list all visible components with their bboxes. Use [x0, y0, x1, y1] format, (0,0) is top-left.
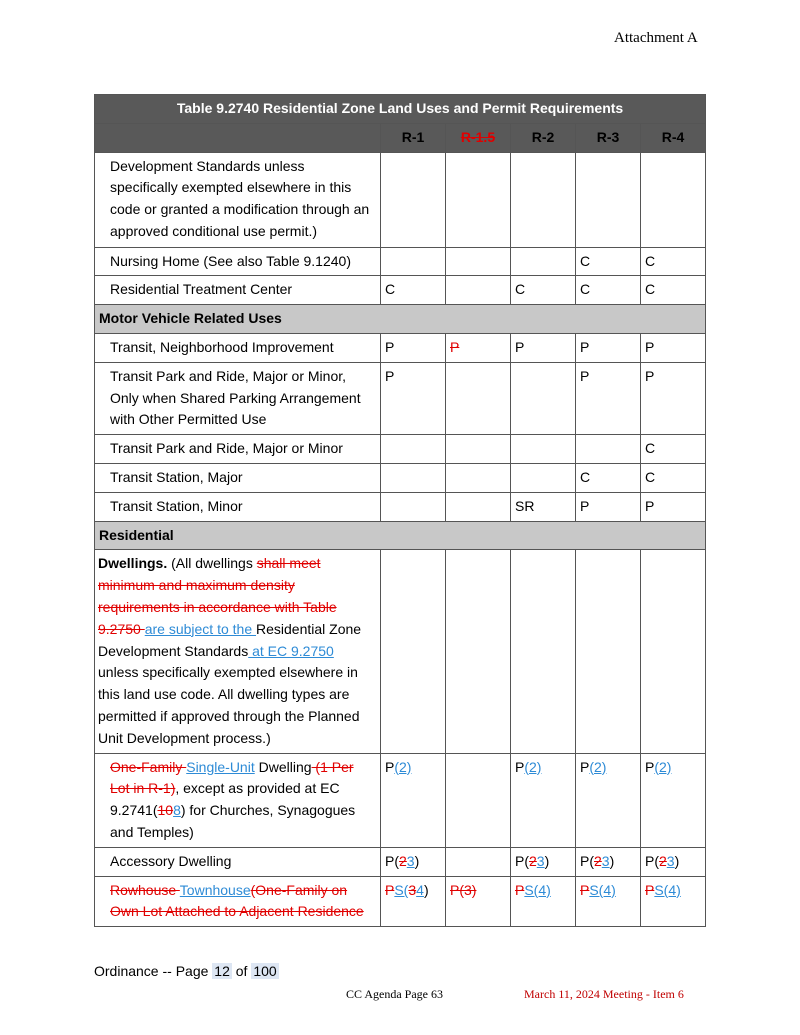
cell — [641, 152, 706, 247]
deleted-text: (1 Per Lot in R-1) — [110, 758, 354, 797]
cell — [446, 152, 511, 247]
deleted-text: 10 — [157, 802, 174, 819]
deleted-text: One-Family — [110, 758, 187, 775]
cell — [576, 550, 641, 753]
section-row — [95, 305, 706, 334]
dwellings-label — [95, 550, 381, 753]
col-header-r2: R-2 — [511, 123, 576, 152]
cell: P — [576, 492, 641, 521]
cell: P — [576, 362, 641, 434]
cell: P — [511, 333, 576, 362]
cell: C — [511, 276, 576, 305]
inserted-text: Townhouse — [179, 881, 251, 898]
cell — [446, 333, 511, 362]
cell — [511, 247, 576, 276]
table-row — [95, 550, 706, 753]
cell: C — [641, 435, 706, 464]
deleted-text: shall meet minimum and maximum density requirements in accordance with Table 9.2750 — [98, 555, 337, 637]
cell: P(2) — [641, 753, 706, 847]
col-header-r1: R-1 — [381, 123, 446, 152]
cell: PS(4) — [641, 876, 706, 927]
cell — [446, 362, 511, 434]
table-row — [95, 247, 706, 276]
table-row — [95, 435, 706, 464]
table-row — [95, 463, 706, 492]
row-label: Transit Park and Ride, Major or Minor, Only when Shared Parking Arrangement with Other Permitted Use — [95, 362, 381, 434]
table-row — [95, 876, 706, 927]
table-row — [95, 753, 706, 847]
row-label: Development Standards unless specifically exempted elsewhere in this code or granted a modification through an approved conditional use permit.) — [95, 152, 381, 247]
cell: SR — [511, 492, 576, 521]
row-label: Residential Treatment Center — [95, 276, 381, 305]
cell: C — [381, 276, 446, 305]
cell: P(3) — [446, 876, 511, 927]
cell — [511, 362, 576, 434]
inserted-text: at EC 9.2750 — [248, 642, 334, 659]
cell — [641, 550, 706, 753]
table-title: Table 9.2740 Residential Zone Land Uses and Permit Requirements — [95, 95, 706, 124]
table-row — [95, 492, 706, 521]
cell — [511, 550, 576, 753]
cell — [511, 463, 576, 492]
section-heading-residential: Residential — [95, 521, 706, 550]
row-label: Accessory Dwelling — [95, 847, 381, 876]
row-label — [95, 753, 381, 847]
page-total: 100 — [253, 963, 277, 979]
table-title-row — [95, 95, 706, 124]
cell: C — [576, 276, 641, 305]
cell — [576, 435, 641, 464]
cell — [446, 463, 511, 492]
col-header-r15: R-1.5 — [446, 123, 511, 152]
page-footer: Ordinance -- Page 12 of 100 — [94, 963, 277, 979]
cell: P(23) — [641, 847, 706, 876]
attachment-label: Attachment A — [614, 30, 698, 46]
text: (All dwellings — [167, 555, 257, 572]
row-label: Transit Station, Minor — [95, 492, 381, 521]
row-label — [95, 876, 381, 927]
cell: P(23) — [511, 847, 576, 876]
inserted-text: Single-Unit — [186, 758, 255, 775]
table-row — [95, 152, 706, 247]
table-row — [95, 847, 706, 876]
cell: P — [641, 362, 706, 434]
cell: PS(4) — [576, 876, 641, 927]
inserted-text: 8 — [173, 802, 181, 819]
meeting-label: March 11, 2024 Meeting - Item 6 — [524, 987, 684, 1001]
cell: P — [381, 333, 446, 362]
header-blank — [95, 123, 381, 152]
cell — [381, 152, 446, 247]
cell — [381, 492, 446, 521]
land-use-table — [94, 94, 706, 927]
cell — [381, 550, 446, 753]
section-heading-motor: Motor Vehicle Related Uses — [95, 305, 706, 334]
table-row — [95, 362, 706, 434]
inserted-text: are subject to the — [144, 620, 257, 637]
page-number: 12 — [214, 963, 230, 979]
cell — [446, 847, 511, 876]
cell — [576, 152, 641, 247]
cell: C — [641, 463, 706, 492]
deleted-text: (One-Family on Own Lot Attached to Adjacent Residence — [110, 881, 364, 920]
text: Dwelling — [254, 758, 312, 775]
col-header-r3: R-3 — [576, 123, 641, 152]
col-header-r4: R-4 — [641, 123, 706, 152]
text: Residential Zone Development Standards — [98, 620, 362, 659]
cell: P — [641, 333, 706, 362]
deleted-text: Rowhouse — [110, 881, 180, 898]
row-label: Transit Park and Ride, Major or Minor — [95, 435, 381, 464]
cell — [446, 492, 511, 521]
table-row — [95, 276, 706, 305]
cell: PS(34) — [381, 876, 446, 927]
dwellings-heading: Dwellings. — [98, 555, 168, 572]
cell: P — [641, 492, 706, 521]
cell: C — [576, 247, 641, 276]
text: unless specifically exempted elsewhere in this land use code. All dwelling types are permitted if approved through the Planned Unit Development process.) — [98, 664, 360, 746]
table-header-row — [95, 123, 706, 152]
cell — [511, 152, 576, 247]
cell: PS(4) — [511, 876, 576, 927]
agenda-page: CC Agenda Page 63 — [346, 987, 443, 1001]
cell — [446, 276, 511, 305]
cell: P — [381, 362, 446, 434]
cell — [511, 435, 576, 464]
cell — [381, 463, 446, 492]
cell: P — [576, 333, 641, 362]
cell — [446, 753, 511, 847]
cell — [446, 550, 511, 753]
cell: P(2) — [381, 753, 446, 847]
cell: P(23) — [381, 847, 446, 876]
cell: C — [641, 247, 706, 276]
cell — [446, 247, 511, 276]
section-row — [95, 521, 706, 550]
cell: C — [576, 463, 641, 492]
cell — [446, 435, 511, 464]
table-row — [95, 333, 706, 362]
cell: P(23) — [576, 847, 641, 876]
text: , except as provided at EC 9.2741( — [110, 780, 340, 819]
row-label: Transit, Neighborhood Improvement — [95, 333, 381, 362]
text: ) for Churches, Synagogues and Temples) — [110, 802, 356, 840]
cell: C — [641, 276, 706, 305]
deleted-text: P — [450, 338, 460, 355]
cell — [381, 435, 446, 464]
cell: P(2) — [576, 753, 641, 847]
row-label: Nursing Home (See also Table 9.1240) — [95, 247, 381, 276]
cell: P(2) — [511, 753, 576, 847]
row-label: Transit Station, Major — [95, 463, 381, 492]
cell — [381, 247, 446, 276]
